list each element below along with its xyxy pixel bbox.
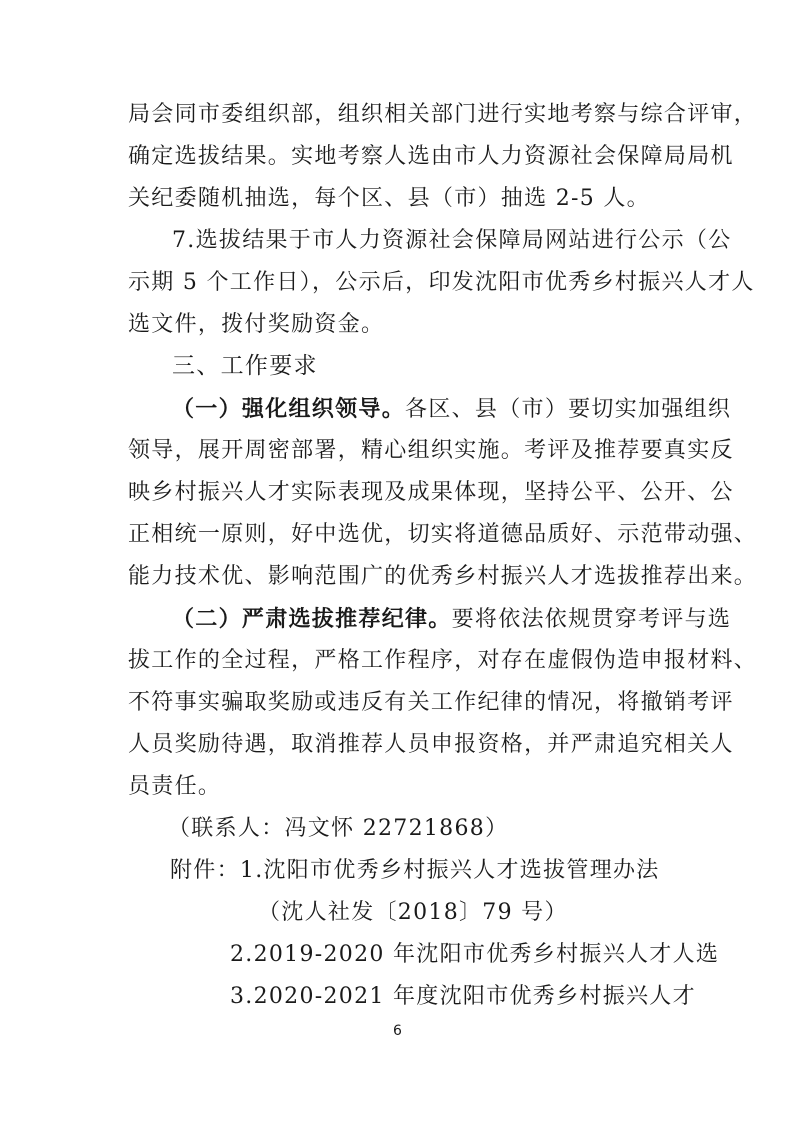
subsection-2-line-2: 拔工作的全过程，严格工作程序，对存在虚假伪造申报材料、 xyxy=(128,648,758,673)
body-line-2: 确定选拔结果。实地考察人选由市人力资源社会保障局局机 xyxy=(128,144,734,169)
subsection-2-text: 要将依法依规贯穿考评与选 xyxy=(451,607,732,632)
subsection-2-marker: （二） xyxy=(172,606,242,632)
body-line-1: 局会同市委组织部，组织相关部门进行实地考察与综合评审， xyxy=(128,102,758,127)
subsection-1-line-4: 正相统一原则，好中选优，切实将道德品质好、示范带动强、 xyxy=(128,522,758,547)
body-line-3: 关纪委随机抽选，每个区、县（市）抽选 2-5 人。 xyxy=(128,186,650,211)
item-7-line-3: 选文件，拨付奖励资金。 xyxy=(128,312,385,337)
subsection-2-line-5: 员责任。 xyxy=(128,774,222,799)
item-7-line-1: 7.选拔结果于市人力资源社会保障局网站进行公示（公 xyxy=(172,228,732,253)
subsection-1-marker: （一） xyxy=(172,396,242,422)
subsection-1-text: 各区、县（市）要切实加强组织 xyxy=(405,397,732,422)
subsection-1-line-2: 领导，展开周密部署，精心组织实施。考评及推荐要真实反 xyxy=(128,438,734,463)
attachment-1-reference: （沈人社发〔2018〕79 号） xyxy=(258,900,568,925)
subsection-2-title: 严肃选拔推荐纪律。 xyxy=(241,606,452,632)
attachment-2: 2.2019-2020 年沈阳市优秀乡村振兴人才人选 xyxy=(230,942,720,967)
subsection-2-line-1 xyxy=(172,608,731,631)
subsection-1-line-1 xyxy=(172,398,731,421)
attachment-3: 3.2020-2021 年度沈阳市优秀乡村振兴人才 xyxy=(230,984,696,1009)
section-heading-work-requirements: 三、工作要求 xyxy=(172,353,318,379)
attachment-1: 附件：1.沈阳市优秀乡村振兴人才选拔管理办法 xyxy=(170,858,660,883)
item-7-line-2: 示期 5 个工作日），公示后，印发沈阳市优秀乡村振兴人才人 xyxy=(128,270,755,295)
subsection-1-title: 强化组织领导。 xyxy=(241,396,406,422)
subsection-1-line-5: 能力技术优、影响范围广的优秀乡村振兴人才选拔推荐出来。 xyxy=(128,564,758,589)
subsection-1-line-3: 映乡村振兴人才实际表现及成果体现，坚持公平、公开、公 xyxy=(128,480,734,505)
page-number: 6 xyxy=(393,1023,402,1039)
subsection-2-line-4: 人员奖励待遇，取消推荐人员申报资格，并严肃追究相关人 xyxy=(128,732,734,757)
contact-line: （联系人：冯文怀 22721868） xyxy=(168,816,509,841)
subsection-2-line-3: 不符事实骗取奖励或违反有关工作纪律的情况，将撤销考评 xyxy=(128,690,734,715)
